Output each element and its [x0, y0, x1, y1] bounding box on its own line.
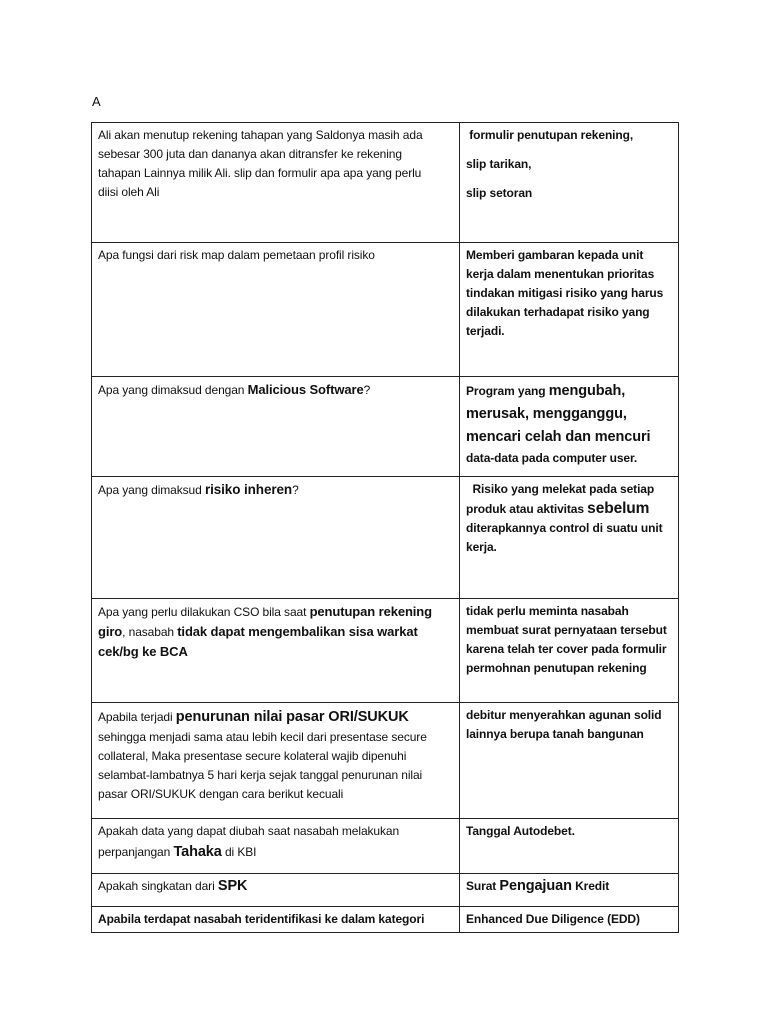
key-term: tidak dapat mengembalikan sisa warkat cek/bg ke BCA	[98, 624, 418, 659]
table-row	[92, 243, 679, 377]
answer-text: Tanggal Autodebet.	[466, 824, 575, 838]
question-cell	[92, 907, 460, 933]
answer-text: data-data pada computer user.	[466, 451, 638, 465]
answer-cell	[460, 819, 679, 874]
question-line: sebesar 300 juta dan dananya akan ditransfer ke rekening	[98, 147, 402, 161]
question-text: Apakah data yang dapat diubah saat nasabah melakukan perpanjangan	[98, 824, 400, 859]
question-text: Apakah singkatan dari	[98, 879, 218, 893]
answer-cell	[460, 599, 679, 703]
key-term: SPK	[217, 878, 248, 894]
question-cell	[92, 819, 460, 874]
question-cell	[92, 874, 460, 907]
table-row	[92, 477, 679, 599]
answer-text: Kredit	[571, 879, 610, 893]
answer-text: diterapkannya control di suatu unit kerja.	[466, 521, 663, 554]
answer-text: tidak perlu meminta nasabah membuat surat pernyataan tersebut karena telah ter cover pada formulir permohnan penutupan rekening	[466, 604, 667, 675]
answer-item: formulir penutupan rekening,	[466, 128, 634, 142]
question-cell	[92, 377, 460, 477]
question-text: di KBI	[221, 845, 257, 859]
table-row	[92, 874, 679, 907]
table-row	[92, 703, 679, 819]
answer-text: Surat	[466, 879, 500, 893]
answer-item: slip setoran	[466, 186, 533, 200]
answer-item: slip tarikan,	[466, 157, 532, 171]
answer-emphasis: Pengajuan	[499, 878, 572, 894]
question-text: Apa yang dimaksud dengan	[98, 383, 248, 397]
question-text: sehingga menjadi sama atau lebih kecil dari presentase secure collateral, Maka presentase secure kolateral wajib dipenuhi selambat-lambatnya 5 hari kerja sejak tanggal penurunan nilai pasar ORI/SUKUK dengan cara berikut kecuali	[98, 730, 427, 801]
table-row	[92, 819, 679, 874]
question-text: Apabila terjadi	[98, 710, 176, 724]
answer-text: Memberi gambaran kepada unit kerja dalam menentukan prioritas tindakan mitigasi risiko yang harus dilakukan terhadapat risiko yang terjadi.	[466, 248, 664, 338]
answer-cell	[460, 243, 679, 377]
question-text: Apa yang dimaksud	[98, 483, 205, 497]
question-text: Apa yang perlu dilakukan CSO bila saat	[98, 605, 310, 619]
section-heading: A	[92, 94, 101, 109]
answer-cell	[460, 703, 679, 819]
answer-text: Risiko yang melekat pada setiap produk atau aktivitas	[466, 482, 658, 516]
question-text: , nasabah	[122, 625, 178, 639]
qa-table	[91, 122, 679, 933]
question-cell	[92, 703, 460, 819]
question-text: Apabila terdapat nasabah teridentifikasi ke dalam kategori	[98, 912, 425, 926]
question-line: tahapan Lainnya milik Ali. slip dan formulir apa apa yang perlu	[98, 166, 422, 180]
key-term: Tahaka	[173, 844, 222, 860]
answer-cell	[460, 907, 679, 933]
answer-cell	[460, 123, 679, 243]
question-cell	[92, 477, 460, 599]
question-cell	[92, 599, 460, 703]
table-row	[92, 377, 679, 477]
question-line: Ali akan menutup rekening tahapan yang Saldonya masih ada	[98, 128, 423, 142]
answer-cell	[460, 477, 679, 599]
question-line: diisi oleh Ali	[98, 185, 160, 199]
question-text: ?	[363, 383, 371, 397]
answer-text: Enhanced Due Diligence (EDD)	[466, 912, 640, 926]
key-term: risiko inheren	[204, 482, 293, 497]
answer-emphasis: mengubah, merusak, mengganggu, mencari celah dan mencuri	[466, 383, 651, 445]
question-text: Apa fungsi dari risk map dalam pemetaan profil risiko	[98, 248, 375, 262]
table-row	[92, 123, 679, 243]
answer-text: debitur menyerahkan agunan solid lainnya berupa tanah bangunan	[466, 708, 662, 741]
question-cell	[92, 243, 460, 377]
key-term: penurunan nilai pasar ORI/SUKUK	[175, 709, 409, 725]
table-row	[92, 907, 679, 933]
key-term: penutupan rekening giro	[98, 604, 432, 639]
answer-cell	[460, 874, 679, 907]
question-text: ?	[292, 483, 299, 497]
answer-text: Program yang	[466, 384, 549, 398]
answer-cell	[460, 377, 679, 477]
table-row	[92, 599, 679, 703]
answer-emphasis: sebelum	[587, 500, 650, 517]
question-cell	[92, 123, 460, 243]
key-term: Malicious Software	[247, 382, 364, 397]
